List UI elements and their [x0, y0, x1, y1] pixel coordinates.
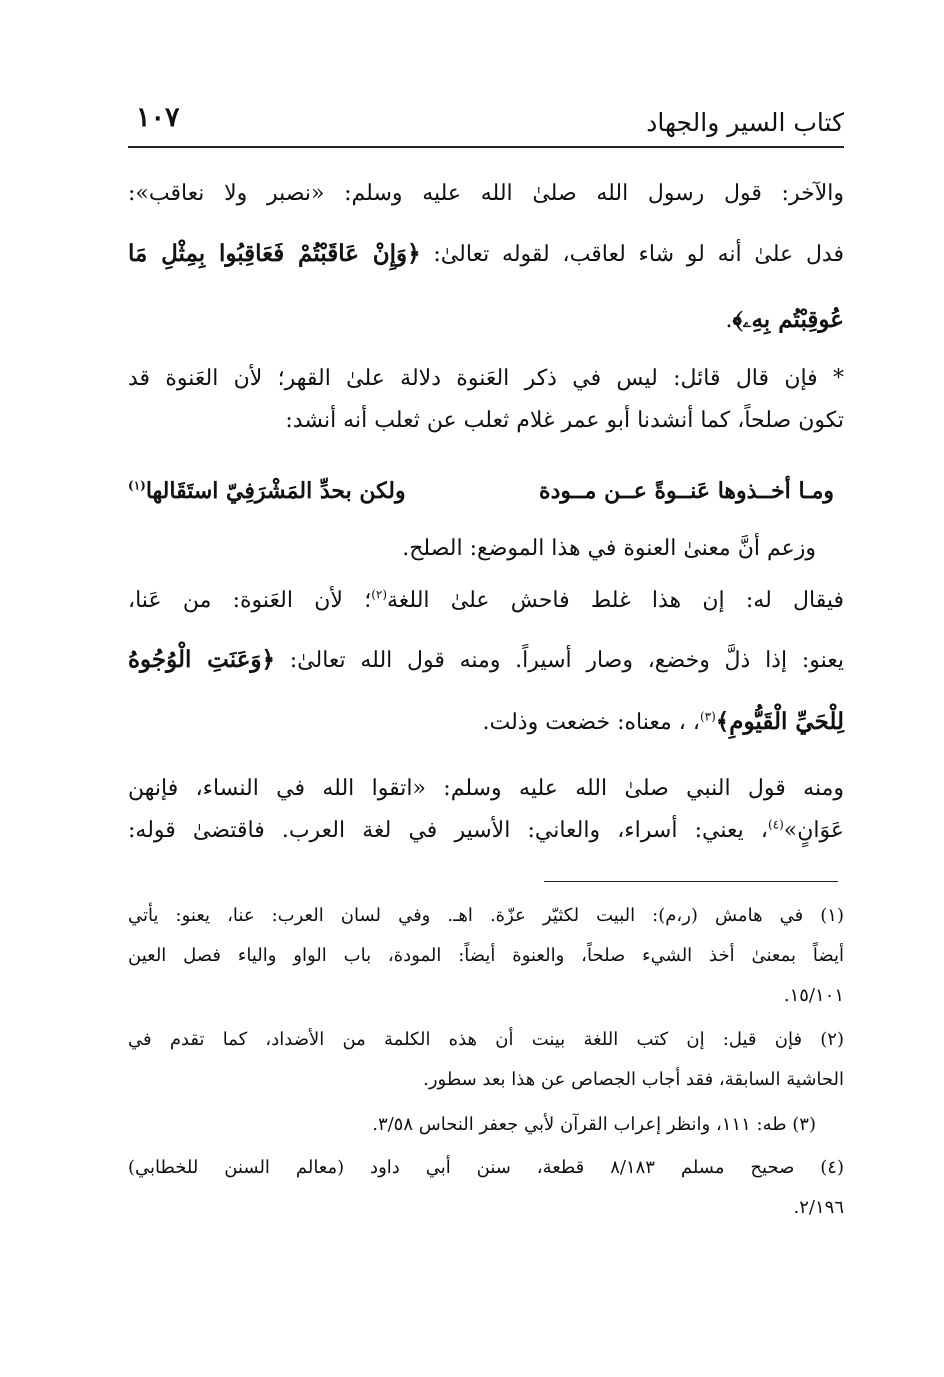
footnote-ref: (٢) [371, 587, 388, 602]
footnote-line: الحاشية السابقة، فقد أجاب الجصاص عن هذا بعد سطور. [423, 1069, 844, 1090]
quran-quote: ﴿وَإِنْ عَاقَبْتُمْ فَعَاقِبُوا بِمِثْلِ مَا [128, 240, 421, 267]
footnote-line: (١) في هامش (ر،م): البيت لكثيّر عزّة. اهـ. وفي لسان العرب: عنا، يعنو: يأتي [128, 905, 844, 926]
paragraph-line: وزعم أنَّ معنىٰ العنوة في هذا الموضع: الصلح. [402, 536, 816, 561]
quran-quote: لِلْحَيِّ الْقَيُّومِ﴾ [715, 708, 844, 735]
page-number: ١٠٧ [136, 102, 180, 133]
footnote-ref: (٤) [767, 817, 784, 832]
footnote-ref: (٣) [699, 709, 716, 724]
quran-quote: عُوقِبْتُم بِهِۦ﴾ [732, 306, 844, 333]
footnote-line: (٢) فإن قيل: إن كتب اللغة بينت أن هذه الكلمة من الأضداد، كما تقدم في [128, 1029, 844, 1050]
footnote-line: ٢/١٩٦. [793, 1197, 844, 1218]
footnote-line: أيضاً بمعنىٰ أخذ الشيء صلحاً، والعنوة أيضاً: المودة، باب الواو والياء فصل العين [128, 945, 844, 966]
footnote-line: (٤) صحيح مسلم ٨/١٨٣ قطعة، سنن أبي داود (معالم السنن للخطابي) [128, 1157, 844, 1178]
footnote-line: ١٥/١٠١. [783, 985, 844, 1006]
verse-second-hemistich [128, 478, 406, 504]
text-span: ، يعني: أسراء، والعاني: الأسير في لغة العرب. فاقتضىٰ قوله: [128, 818, 768, 843]
paragraph-line [128, 646, 844, 674]
paragraph-line [128, 708, 844, 736]
text-span: فدل علىٰ أنه لو شاء لعاقب، لقوله تعالىٰ: [420, 242, 845, 267]
verse-first-hemistich: ومـا أخــذوها عَنــوةً عــن مــودة [539, 478, 834, 504]
text-span: يعنو: إذا ذلَّ وخضع، وصار أسيراً. ومنه قول الله تعالىٰ: [275, 648, 844, 673]
paragraph-line [128, 588, 844, 614]
text-span: ولكن بحدِّ المَشْرَفِيّ استَقَالها [145, 478, 406, 504]
paragraph-line [128, 306, 844, 334]
poetry-verse [128, 478, 844, 510]
page-header [128, 96, 844, 148]
footnote-line: (٣) طه: ١١١، وانظر إعراب القرآن لأبي جعفر النحاس ٣/٥٨. [372, 1114, 816, 1135]
footnote-separator [544, 881, 838, 882]
paragraph-line [128, 818, 844, 844]
text-span: ، ، معناه: خضعت وذلت. [482, 710, 700, 735]
paragraph-line: والآخر: قول رسول الله صلىٰ الله عليه وسلم: «نصبر ولا نعاقب»: [128, 181, 844, 206]
footnote-ref: (١) [128, 478, 146, 493]
running-title: كتاب السير والجهاد [646, 108, 844, 137]
text-span: . [725, 308, 733, 333]
text-span: فيقال له: إن هذا غلط فاحش علىٰ اللغة [387, 588, 845, 613]
quran-quote: ﴿وَعَنَتِ الْوُجُوهُ [128, 646, 276, 673]
paragraph-line [128, 240, 844, 268]
paragraph-line: تكون صلحاً، كما أنشدنا أبو عمر غلام ثعلب عن ثعلب أنه أنشد: [285, 408, 844, 433]
paragraph-line: ومنه قول النبي صلىٰ الله عليه وسلم: «اتقوا الله في النساء، فإنهن [128, 776, 844, 801]
text-span: عَوَانٍ» [783, 818, 844, 843]
text-span: ؛ لأن العَنوة: من عَنا، [128, 588, 372, 613]
paragraph-line: * فإن قال قائل: ليس في ذكر العَنوة دلالة علىٰ القهر؛ لأن العَنوة قد [128, 366, 844, 391]
